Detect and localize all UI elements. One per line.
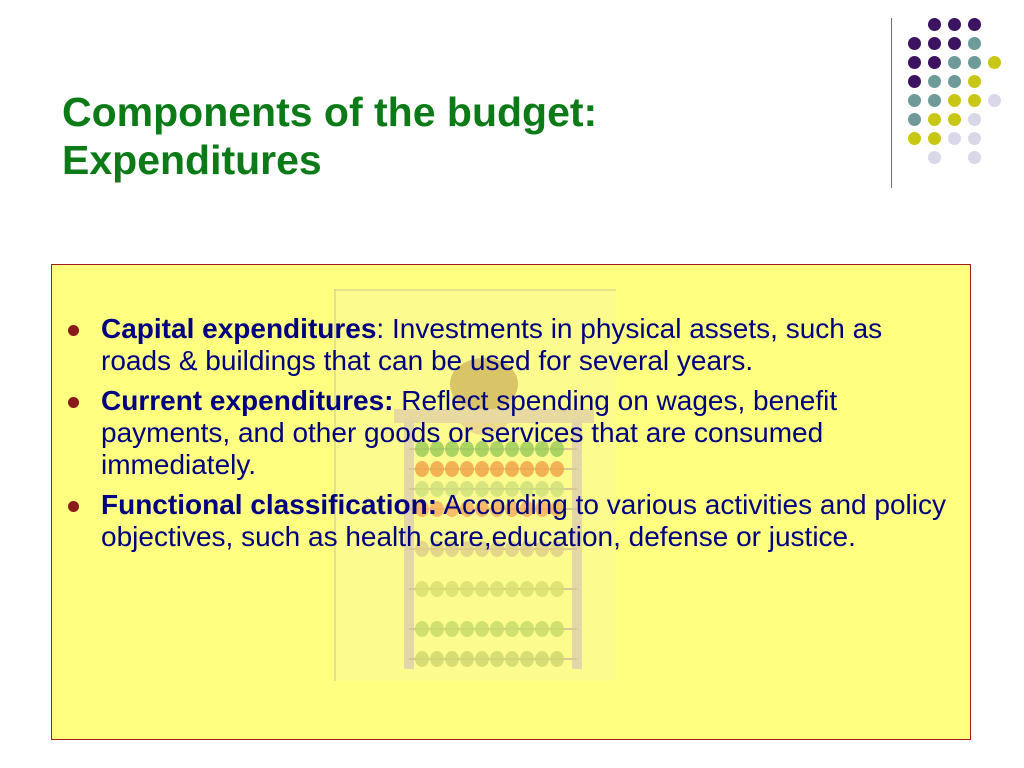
dot-icon bbox=[908, 56, 921, 69]
bullet-text: According to various activities and policy objectives, such as health care,education, defense or justice. bbox=[101, 489, 946, 552]
abacus-bead bbox=[460, 581, 474, 597]
abacus-bead bbox=[445, 651, 459, 667]
abacus-bead bbox=[550, 621, 564, 637]
dot-icon bbox=[968, 75, 981, 88]
list-item bbox=[68, 385, 958, 481]
bullet-term: Capital expenditures bbox=[101, 313, 377, 344]
abacus-bead bbox=[475, 651, 489, 667]
abacus-bead bbox=[445, 621, 459, 637]
abacus-bead bbox=[475, 581, 489, 597]
bullet-list bbox=[68, 313, 958, 561]
abacus-bead bbox=[535, 621, 549, 637]
vertical-divider bbox=[891, 18, 892, 188]
bullet-icon bbox=[68, 397, 79, 408]
abacus-bead bbox=[430, 651, 444, 667]
dot-icon bbox=[928, 113, 941, 126]
abacus-bead bbox=[520, 581, 534, 597]
dot-icon bbox=[928, 75, 941, 88]
abacus-bead bbox=[490, 651, 504, 667]
abacus-bead bbox=[430, 621, 444, 637]
dot-icon bbox=[948, 56, 961, 69]
list-item bbox=[68, 313, 958, 377]
abacus-bead bbox=[490, 621, 504, 637]
dot-icon bbox=[908, 113, 921, 126]
dot-icon bbox=[908, 94, 921, 107]
bullet-term: Functional classification: bbox=[101, 489, 438, 520]
bullet-icon bbox=[68, 325, 79, 336]
dot-icon bbox=[908, 132, 921, 145]
dot-icon bbox=[908, 37, 921, 50]
dot-icon bbox=[908, 75, 921, 88]
dot-icon bbox=[988, 94, 1001, 107]
bullet-text: Reflect spending on wages, benefit payments, and other goods or services that are consumed immediately. bbox=[101, 385, 838, 480]
abacus-bead bbox=[520, 651, 534, 667]
bullet-term: Current expenditures: bbox=[101, 385, 394, 416]
bullet-icon bbox=[68, 501, 79, 512]
bullet-text: : Investments in physical assets, such as roads & buildings that can be used for several years. bbox=[101, 313, 883, 376]
abacus-bead bbox=[535, 651, 549, 667]
abacus-bead bbox=[505, 621, 519, 637]
dot-icon bbox=[948, 18, 961, 31]
abacus-bead bbox=[505, 651, 519, 667]
abacus-bead bbox=[415, 651, 429, 667]
abacus-bead bbox=[535, 581, 549, 597]
dot-icon bbox=[928, 56, 941, 69]
dot-icon bbox=[928, 151, 941, 164]
abacus-bead bbox=[475, 621, 489, 637]
dot-icon bbox=[968, 18, 981, 31]
dot-icon bbox=[968, 94, 981, 107]
content-box bbox=[51, 264, 971, 740]
dot-icon bbox=[928, 18, 941, 31]
abacus-bead bbox=[415, 581, 429, 597]
dot-icon bbox=[948, 37, 961, 50]
dot-icon bbox=[928, 37, 941, 50]
abacus-bead bbox=[520, 621, 534, 637]
dot-icon bbox=[988, 56, 1001, 69]
dot-icon bbox=[968, 151, 981, 164]
slide-title-line-2: Expenditures bbox=[62, 137, 322, 183]
abacus-bead bbox=[445, 581, 459, 597]
dot-icon bbox=[968, 113, 981, 126]
dot-icon bbox=[968, 37, 981, 50]
abacus-bead bbox=[460, 621, 474, 637]
dot-icon bbox=[968, 132, 981, 145]
dot-icon bbox=[948, 94, 961, 107]
abacus-bead bbox=[550, 581, 564, 597]
abacus-bead bbox=[460, 651, 474, 667]
dot-icon bbox=[928, 132, 941, 145]
dot-grid-icon bbox=[898, 8, 1018, 168]
dot-icon bbox=[928, 94, 941, 107]
abacus-bead bbox=[430, 581, 444, 597]
list-item bbox=[68, 489, 958, 553]
abacus-bead bbox=[490, 581, 504, 597]
slide-title bbox=[62, 88, 822, 184]
dot-icon bbox=[948, 75, 961, 88]
dot-icon bbox=[948, 113, 961, 126]
abacus-bead bbox=[550, 651, 564, 667]
dot-icon bbox=[968, 56, 981, 69]
dot-icon bbox=[948, 132, 961, 145]
slide-title-line-1: Components of the budget: bbox=[62, 89, 598, 135]
abacus-bead bbox=[415, 621, 429, 637]
abacus-bead bbox=[505, 581, 519, 597]
